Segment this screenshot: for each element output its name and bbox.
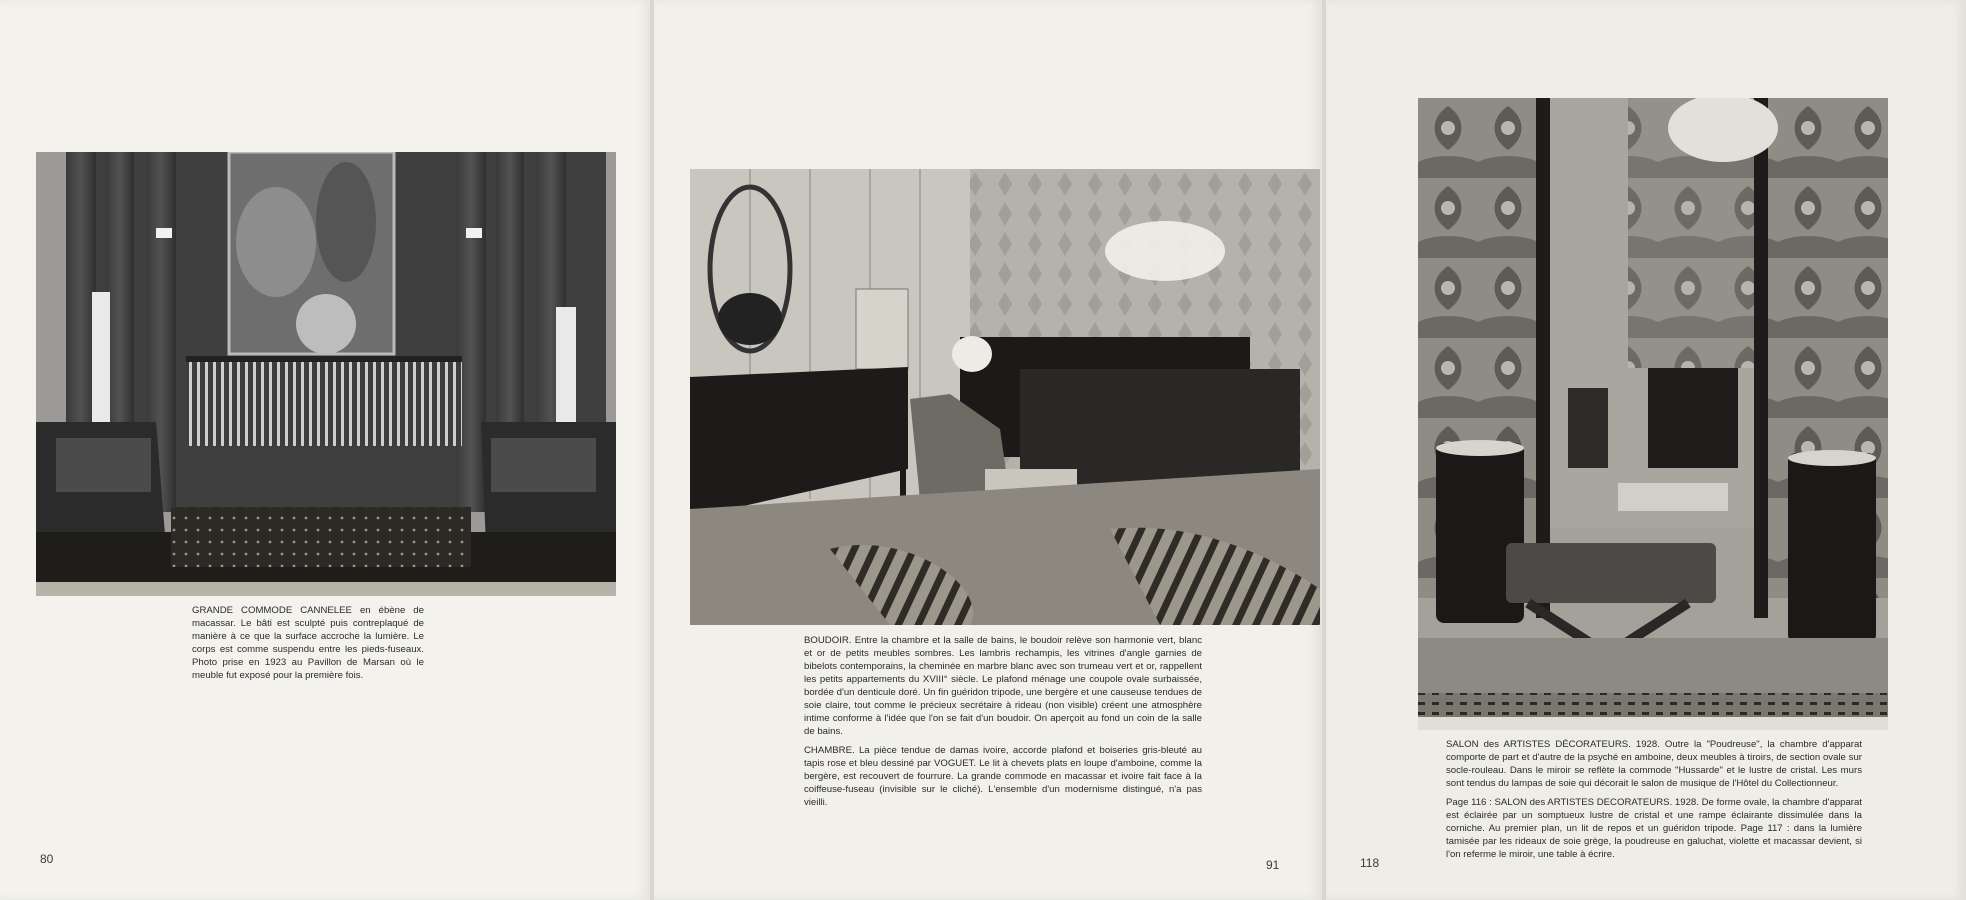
photo-salon-image [1418, 98, 1888, 730]
caption-lead: SALON des ARTISTES DÉCORATEURS. 1928. [1446, 739, 1660, 750]
photo-boudoir-chambre [690, 169, 1320, 625]
page-number: 118 [1360, 856, 1380, 870]
caption-text: en ébène de macassar. Le bâti est sculpté puis contreplaqué de manière à ce que la surface accroche la lumière. Le corps est comme suspendu entre les pieds-fuseaux. Photo prise en 1923 au Pavillon de Marsan où le meuble fut exposé pour la première fois. [192, 605, 424, 681]
caption-salon-1928 [1446, 738, 1862, 790]
page-number: 80 [40, 852, 54, 866]
caption-lead: Page 116 : SALON des ARTISTES DECORATEURS. 1928. [1446, 797, 1699, 808]
caption-salon-artistes-decorateurs [1446, 738, 1862, 867]
caption-text: La pièce tendue de damas ivoire, accorde plafond et boiseries gris-bleuté au tapis rose et bleu dessiné par VOGUET. Le lit à chevets plats en loupe d'amboine, comme la bergère, est recouvert de fourrure. La grande commode en macassar et ivoire fait face à la coiffeuse-fuseau (invisible sur le cliché). L'ensemble d'un modernisme distingué, n'a pas vieilli. [804, 745, 1202, 808]
page-91 [654, 0, 1322, 900]
caption-chambre [804, 744, 1202, 809]
photo-salon-artistes-decorateurs [1418, 98, 1888, 730]
photo-grande-commode-image [36, 152, 616, 596]
caption-text: De forme ovale, la chambre d'apparat est éclairée par un somptueux lustre de cristal et une rampe éclairante dissimulée dans la corniche. Au premier plan, un lit de repos et un guéridon tripode. Page 117 : dans la lumière tamisée par les rideaux de soie grège, la poudreuse en galuchat, violette et macassar devient, si l'on referme le miroir, une table à écrire. [1446, 797, 1862, 860]
caption-page-116 [1446, 796, 1862, 861]
caption-lead: CHAMBRE. [804, 745, 855, 756]
photo-boudoir-chambre-image [690, 169, 1320, 625]
page-118 [1326, 0, 1966, 900]
caption-lead: GRANDE COMMODE CANNELEE [192, 605, 352, 616]
page-80 [0, 0, 650, 900]
caption-boudoir-chambre [804, 634, 1202, 815]
caption-lead: BOUDOIR. [804, 635, 852, 646]
caption-grande-commode [192, 604, 424, 688]
page-number: 91 [1266, 858, 1280, 872]
photo-grande-commode [36, 152, 616, 596]
caption-boudoir [804, 634, 1202, 738]
caption-text: Outre la "Poudreuse", la chambre d'apparat comporte de part et d'autre de la psyché en amboine, deux meubles à tiroirs, de section ovale sur socle-rouleau. Dans le miroir se reflète la commode "Hussarde" et le lustre de cristal. Les murs sont tendus du lampas de soie qui décorait le salon de musique de l'Hôtel du Collectionneur. [1446, 739, 1862, 789]
caption-text: Entre la chambre et la salle de bains, le boudoir relève son harmonie vert, blanc et or de petits meubles sombres. Les lambris rechampis, les vitrines d'angle garnies de bibelots contemporains, la cheminée en marbre blanc avec son trumeau vert et or, rappellent les petits appartements du XVIII° siècle. Le plafond ménage une coupole ovale surbaissée, bordée d'un denticule doré. Un fin guéridon tripode, une bergère et une causeuse tendues de soie claire, tout comme le précieux secrétaire à rideau (non visible) créent une atmosphère intime conforme à l'idée que l'on se fait d'un boudoir. On aperçoit au fond un coin de la salle de bains. [804, 635, 1202, 737]
